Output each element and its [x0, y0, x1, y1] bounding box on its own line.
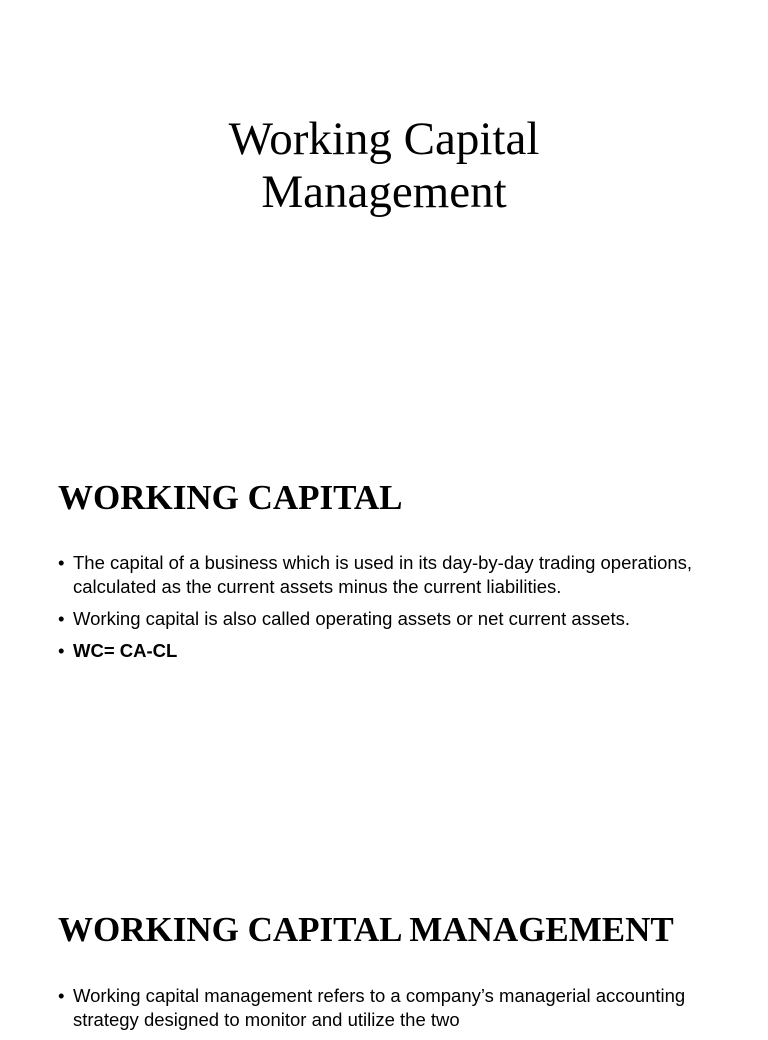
bullet-text: Working capital is also called operating assets or net current assets. [73, 608, 630, 629]
presentation-title [0, 113, 768, 219]
bullet-icon: • [58, 985, 65, 1006]
working-capital-bullets [58, 551, 718, 671]
bullet-item [58, 607, 718, 631]
formula-text: WC= CA-CL [73, 640, 178, 661]
title-line-1: Working Capital [228, 113, 540, 165]
bullet-text: Working capital management refers to a company’s managerial accounting strategy designed to monitor and utilize the two [73, 985, 686, 1030]
working-capital-management-bullets [58, 984, 718, 1040]
title-line-2: Management [261, 166, 507, 218]
bullet-icon: • [58, 552, 65, 573]
bullet-icon: • [58, 640, 65, 661]
bullet-item [58, 551, 718, 599]
bullet-text: The capital of a business which is used in its day-by-day trading operations, calculated as the current assets minus the current liabilities. [73, 552, 693, 597]
working-capital-management-heading: WORKING CAPITAL MANAGEMENT [58, 910, 674, 949]
bullet-item [58, 984, 718, 1032]
working-capital-heading: WORKING CAPITAL [58, 478, 403, 517]
bullet-item-formula [58, 639, 718, 663]
bullet-icon: • [58, 608, 65, 629]
